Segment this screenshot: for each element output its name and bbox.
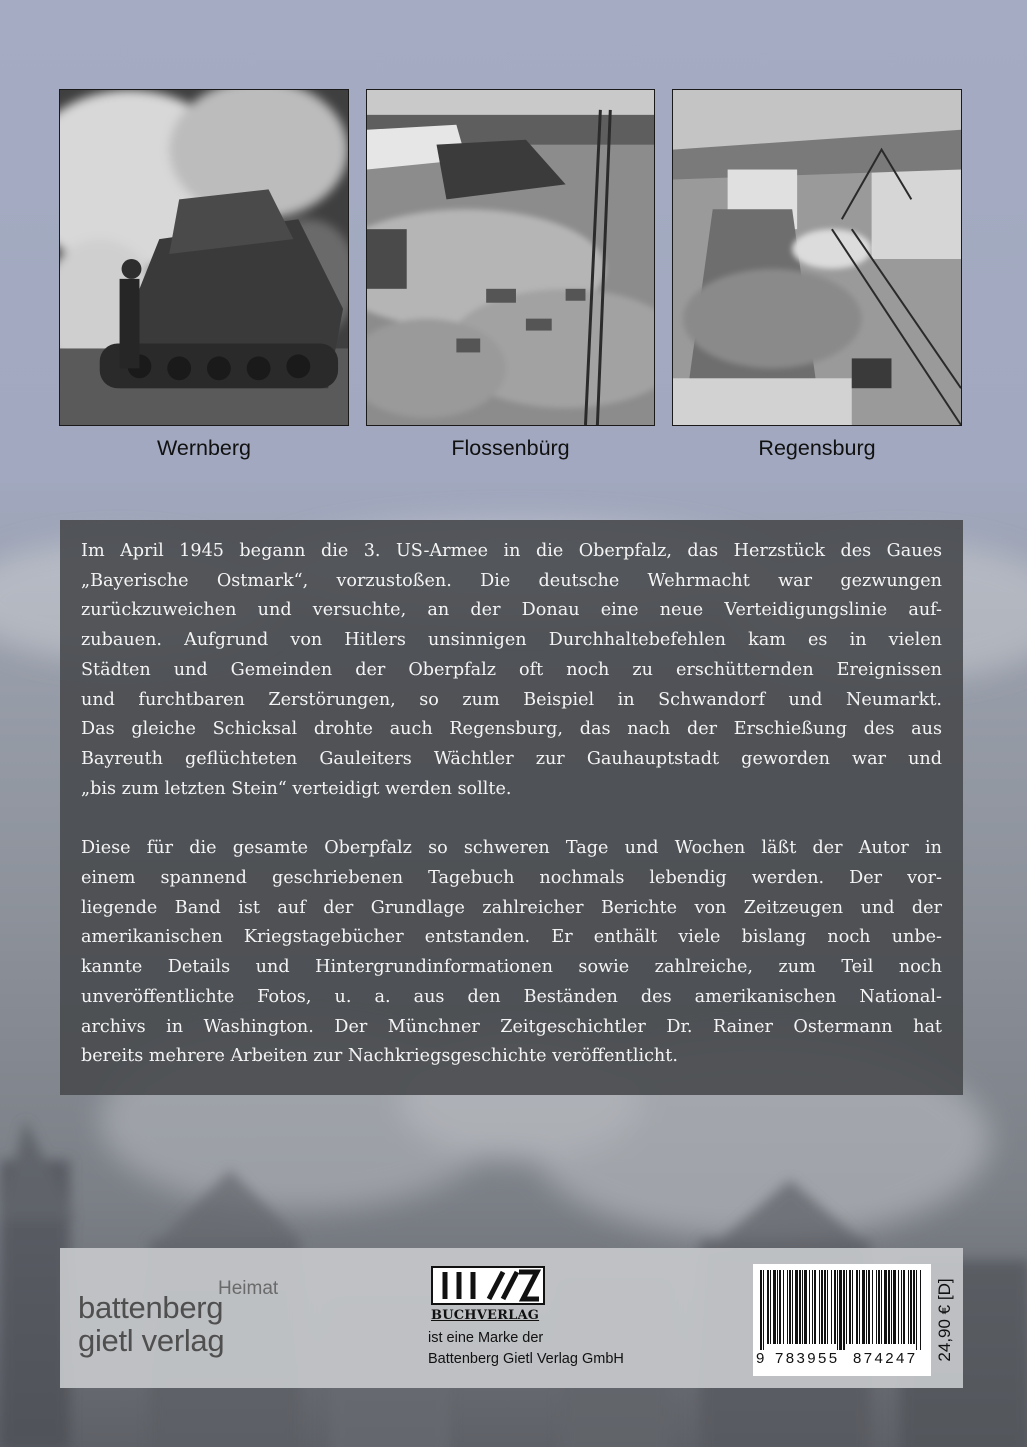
publisher-logo-line1: battenberg: [78, 1290, 224, 1325]
price-label: [931, 1264, 959, 1376]
imprint-name: BUCHVERLAG: [431, 1308, 540, 1323]
blurb-line: liegende Band ist auf der Grundlage zahlreicher Berichte von Zeitzeugen und der: [81, 897, 942, 918]
publisher-logo-heimat: Heimat: [218, 1278, 279, 1299]
price-text: 24,90 € [D]: [935, 1278, 954, 1362]
photo-flossenbuerg: [366, 89, 655, 426]
blurb-text-box: [60, 520, 963, 1095]
blurb-line: bereits mehrere Arbeiten zur Nachkriegsgeschichte veröffentlicht.: [81, 1046, 678, 1067]
isbn-barcode: [753, 1264, 931, 1376]
blurb-line: „bis zum letzten Stein“ verteidigt werden sollte.: [81, 778, 512, 799]
photo-caption: Regensburg: [758, 436, 876, 460]
isbn-lead-digit: 9: [756, 1350, 765, 1367]
photo-regensburg: [672, 89, 962, 426]
blurb-line: zubauen. Aufgrund von Hitlers unsinnigen Durchhaltebefehlen kam es in vielen: [81, 630, 942, 651]
blurb-paragraph-2: [81, 834, 942, 1072]
blurb-line: archivs in Washington. Der Münchner Zeitgeschichtler Dr. Rainer Ostermann hat: [81, 1016, 942, 1037]
blurb-line: und furchtbaren Zerstörungen, so zum Beispiel in Schwandorf und Neumarkt.: [81, 689, 942, 710]
blurb-line: amerikanischen Kriegstagebücher entstanden. Er enthält viele bislang noch unbe-: [81, 927, 942, 948]
photo-caption: Wernberg: [156, 436, 251, 460]
publisher-logo-line2: gietl verlag: [78, 1323, 225, 1358]
barcode-bars-icon: [758, 1270, 926, 1350]
buchverlag-logo-icon: [431, 1266, 545, 1308]
blurb-line: „Bayerische Ostmark“, vorzustoßen. Die deutsche Wehrmacht war gezwungen: [81, 570, 942, 591]
blurb-paragraph-1: [81, 537, 942, 804]
imprint-text: Battenberg Gietl Verlag GmbH: [428, 1351, 624, 1367]
blurb-line: Bayreuth geflüchteten Gauleiters Wächtler zur Gauhauptstadt geworden war und: [81, 748, 942, 769]
blurb-line: unveröffentlichte Fotos, u. a. aus den Beständen des amerikanischen National-: [81, 986, 942, 1007]
blurb-line: einem spannend geschriebenen Tagebuch nochmals lebendig werden. Der vor-: [81, 868, 942, 889]
isbn-group-1: 783955: [775, 1350, 840, 1367]
isbn-group-2: 874247: [853, 1350, 918, 1367]
publisher-logo: [78, 1278, 318, 1368]
photo-caption: Flossenbürg: [451, 436, 570, 460]
blurb-line: zurückzuweichen und versuchte, an der Donau eine neue Verteidigungslinie auf-: [81, 600, 942, 621]
imprint-block: [426, 1266, 646, 1376]
blurb-line: Städten und Gemeinden der Oberpfalz oft noch zu erschütternden Ereignissen: [81, 659, 942, 680]
blurb-line: Diese für die gesamte Oberpfalz so schweren Tage und Wochen läßt der Autor in: [81, 838, 942, 859]
blurb-line: Im April 1945 begann die 3. US-Armee in die Oberpfalz, das Herzstück des Gaues: [81, 541, 942, 561]
blurb-line: kannte Details und Hintergrundinformationen sowie zahlreiche, zum Teil noch: [81, 957, 942, 978]
blurb-line: Das gleiche Schicksal drohte auch Regensburg, das nach der Erschießung des aus: [81, 719, 942, 740]
imprint-text: ist eine Marke der: [428, 1330, 544, 1346]
photo-wernberg: [59, 89, 349, 426]
